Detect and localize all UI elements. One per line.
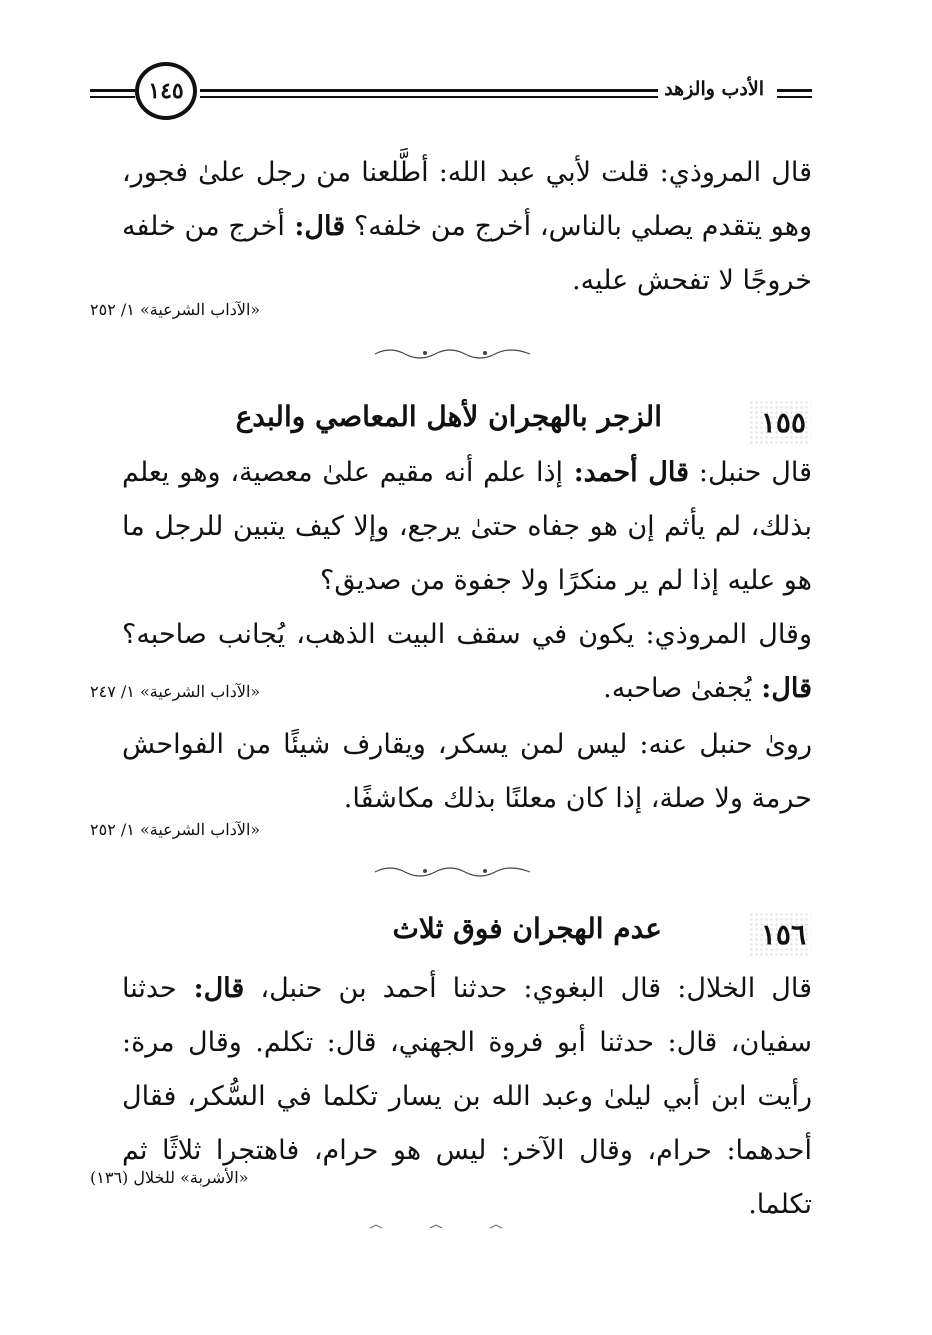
- bold-text: قال:: [284, 211, 346, 242]
- header-rule: [90, 89, 135, 92]
- paragraph: [122, 446, 812, 608]
- bold-text: قال:: [176, 973, 245, 1004]
- text-run: وقال المروذي: يكون في سقف البيت الذهب، يُجانب صاحبه؟: [122, 619, 812, 650]
- section-title: عدم الهجران فوق ثلاث: [392, 912, 662, 945]
- divider-ornament: [370, 346, 540, 364]
- paragraph: [122, 962, 812, 1232]
- text-run: أطَّلعنا من رجل علىٰ فجور، وهو يتقدم يصلي بالناس، أخرج من خلفه؟: [122, 157, 812, 242]
- source-citation: «الآداب الشرعية» ١/ ٢٥٢: [90, 820, 261, 839]
- bold-text: قال:: [751, 673, 812, 704]
- paragraph: روىٰ حنبل عنه: ليس لمن يسكر، ويقارف شيئًا من الفواحش حرمة ولا صلة، إذا كان معلنًا بذلك مكاشفًا.: [122, 729, 812, 814]
- bottom-ornament: [360, 1222, 540, 1237]
- source-citation: «الآداب الشرعية» ١/ ٢٤٧: [90, 682, 261, 701]
- header-rule: [200, 89, 662, 92]
- section-number: ١٥٦: [755, 916, 812, 953]
- section-title: الزجر بالهجران لأهل المعاصي والبدع: [235, 400, 662, 433]
- section-heading: [122, 398, 812, 448]
- paragraph: [122, 146, 812, 308]
- header-rule: [200, 96, 662, 98]
- text-run: يُجفىٰ صاحبه.: [603, 673, 752, 704]
- page-number: ١٤٥: [135, 62, 197, 120]
- running-header: [90, 62, 812, 122]
- header-rule: [777, 89, 812, 92]
- text-run: إذا علم أنه مقيم علىٰ معصية، وهو يعلم بذلك، لم يأثم إن هو جفاه حتىٰ يرجع، وإلا كيف يتبين للرجل ما هو عليه إذا لم ير منكرًا ولا جفوة من صديق؟: [122, 457, 812, 596]
- ornament-icon: [370, 346, 540, 360]
- section-number: ١٥٥: [755, 404, 812, 441]
- ornament-icon: [370, 864, 540, 878]
- bold-text: قال أحمد:: [563, 457, 690, 488]
- divider-ornament: [370, 864, 540, 882]
- running-title: الأدب والزهد: [658, 78, 770, 100]
- text-run: حدثنا سفيان، قال: حدثنا أبو فروة الجهني، قال: تكلم. وقال مرة: رأيت ابن أبي ليلىٰ وعبد الله بن يسار تكلما في السُّكر، فقال أحدهما: حرام، وقال الآخر: ليس هو حرام، فاهتجرا ثلاثًا ثم تكلما.: [122, 973, 812, 1220]
- section-heading: [122, 910, 812, 960]
- source-citation: «الآداب الشرعية» ١/ ٢٥٢: [90, 300, 261, 319]
- text-run: قال حنبل:: [689, 457, 812, 488]
- ornament-icon: [360, 1222, 540, 1234]
- source-citation: «الأشربة» للخلال (١٣٦): [90, 1168, 249, 1187]
- text-run: أخرج من خلفه خروجًا لا تفحش عليه.: [122, 211, 812, 296]
- text-run: قال المروذي: قلت لأبي عبد الله:: [428, 157, 812, 188]
- header-rule: [777, 96, 812, 98]
- text-run: قال الخلال: قال البغوي: حدثنا أحمد بن حنبل،: [244, 973, 812, 1004]
- header-rule: [90, 96, 135, 98]
